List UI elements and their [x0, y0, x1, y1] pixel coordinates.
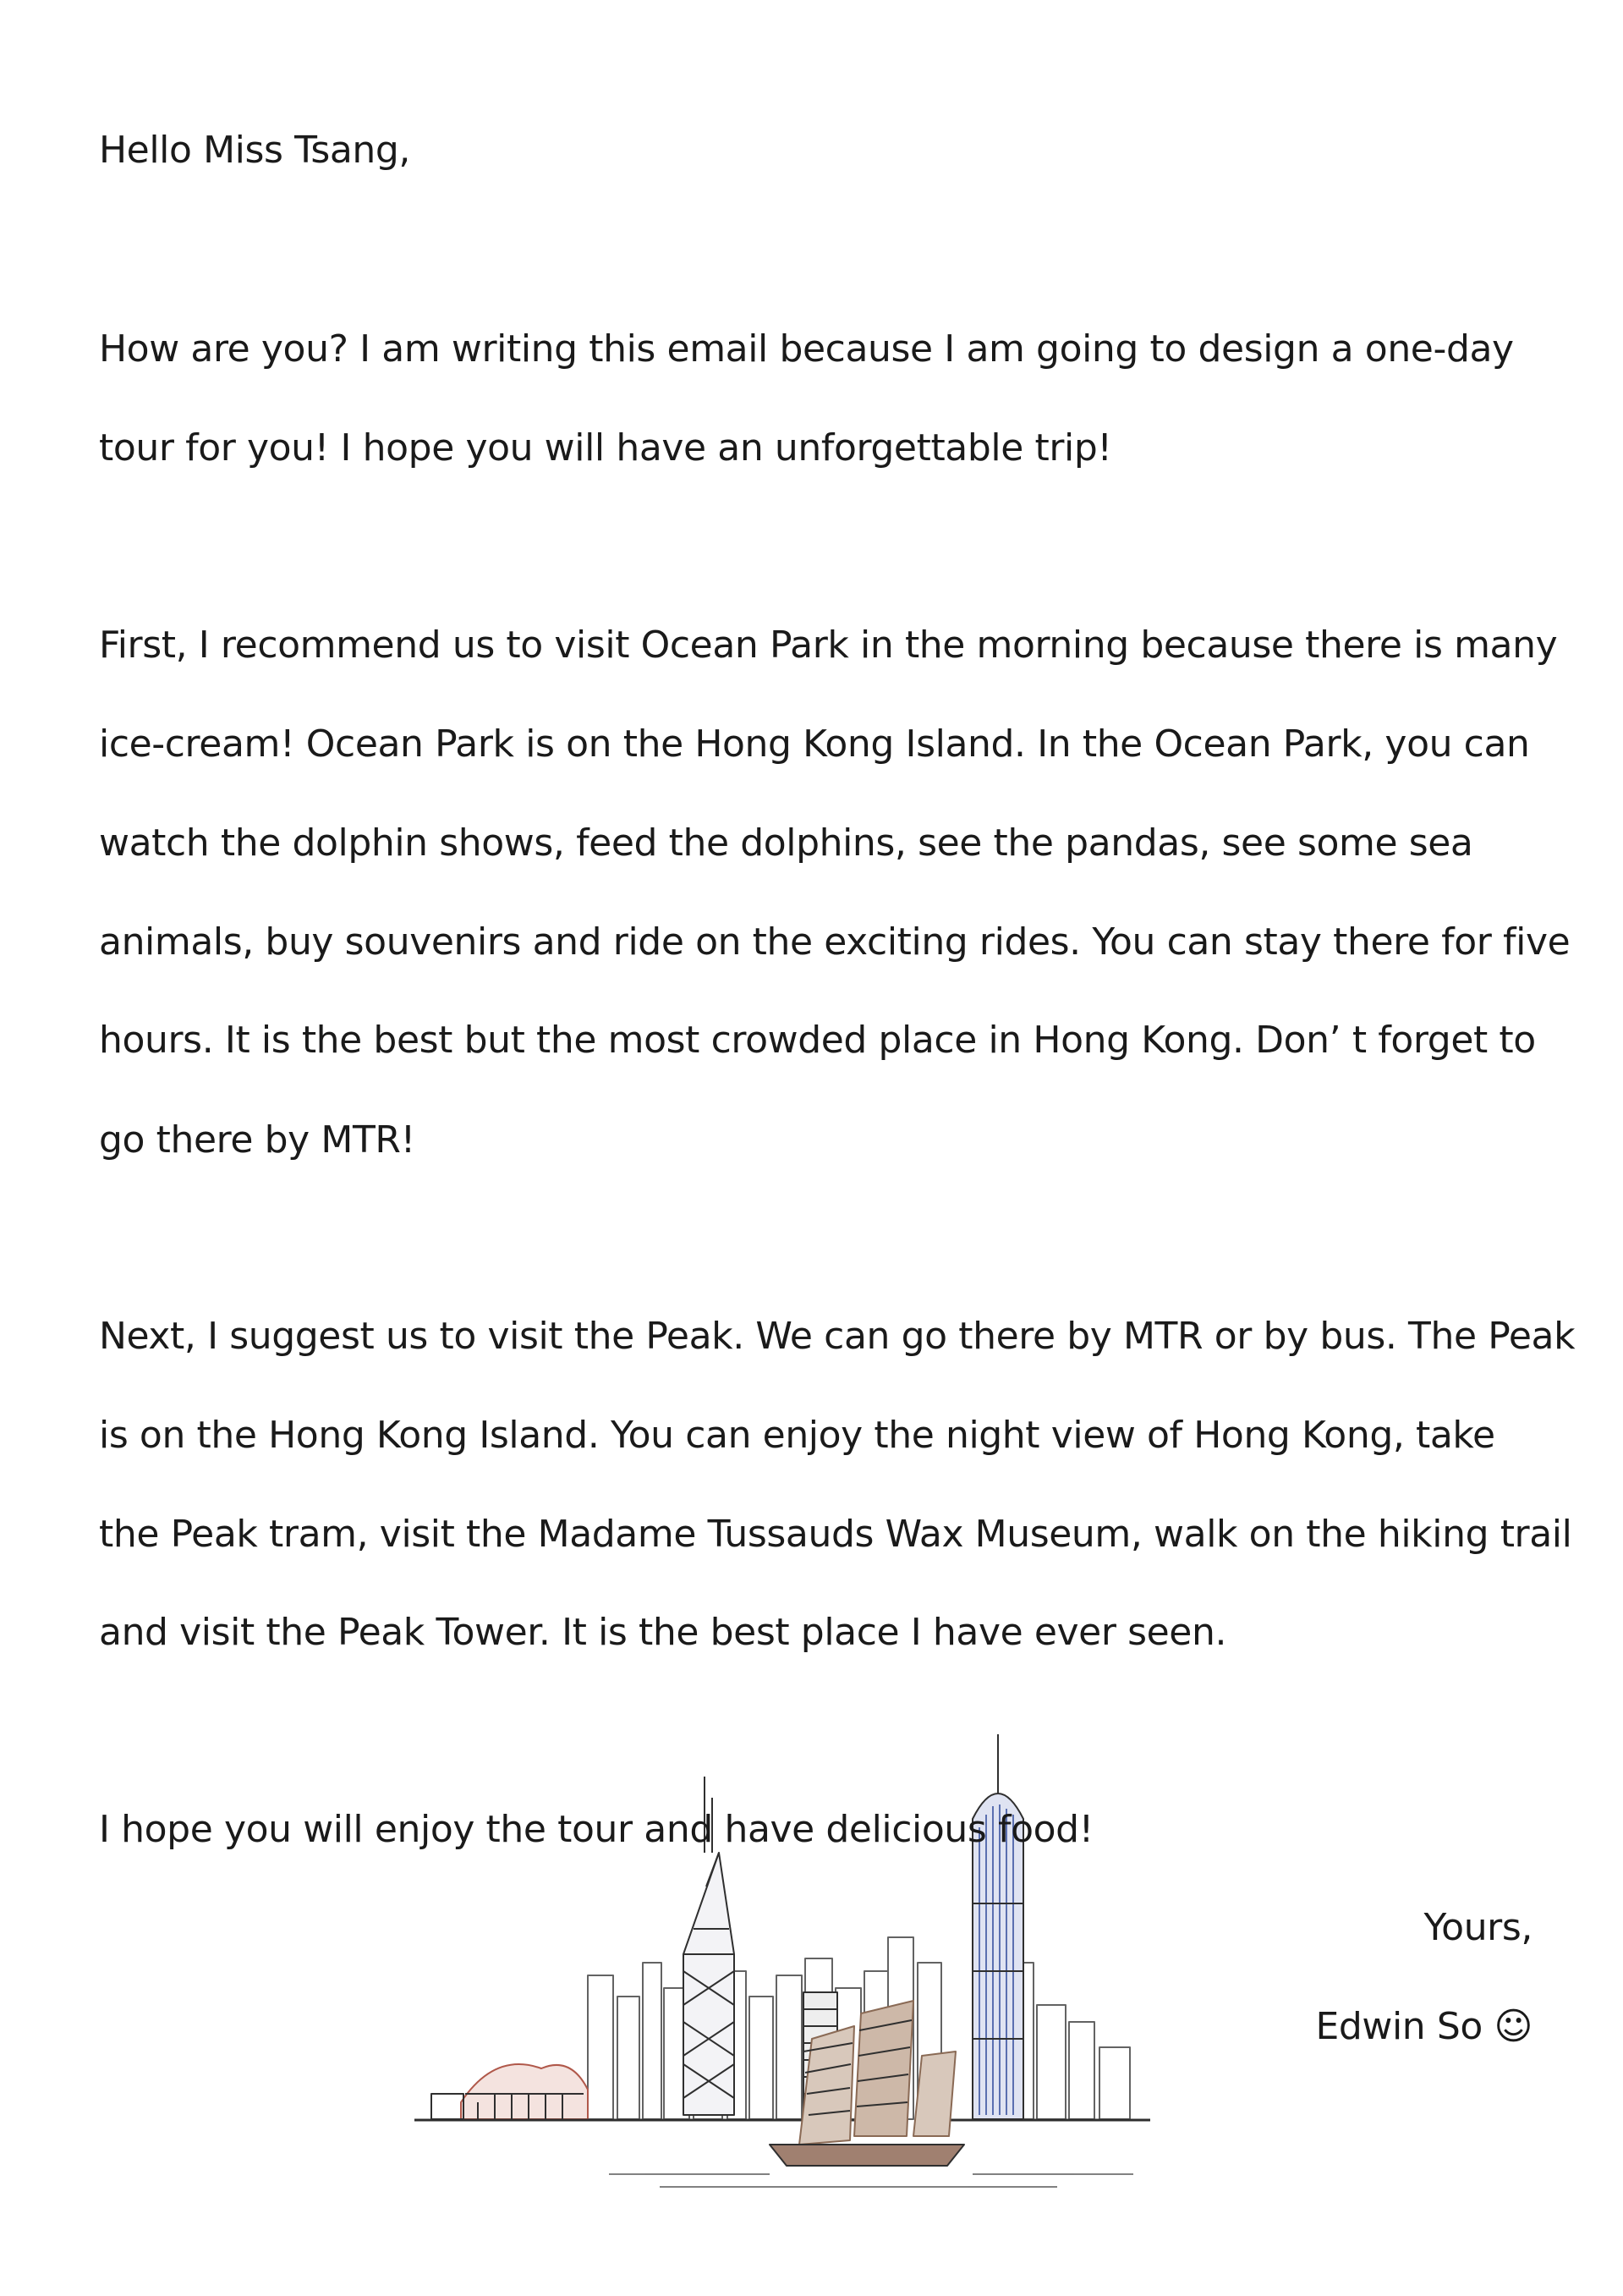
paragraph-2-line-6: go there by MTR! — [99, 1118, 415, 1162]
paragraph-2-line-1: First, I recommend us to visit Ocean Park in the morning because there is many — [99, 623, 1558, 667]
closing-line: I hope you will enjoy the tour and have delicious food! — [99, 1808, 1094, 1851]
sign-off: Yours, — [1423, 1906, 1533, 1949]
paragraph-3-line-4: and visit the Peak Tower. It is the best place I have ever seen. — [99, 1611, 1227, 1654]
junk-boat — [770, 2001, 964, 2166]
paragraph-2-line-5: hours. It is the best but the most crowded place in Hong Kong. Don’ t forget to — [99, 1019, 1536, 1062]
paragraph-3-line-1: Next, I suggest us to visit the Peak. We can go there by MTR or by bus. The Peak — [99, 1315, 1576, 1358]
paragraph-2-line-4: animals, buy souvenirs and ride on the exciting rides. You can stay there for five — [99, 920, 1571, 964]
paragraph-1-line-1: How are you? I am writing this email because I am going to design a one-day — [99, 327, 1514, 371]
greeting: Hello Miss Tsang, — [99, 129, 411, 172]
paragraph-3-line-2: is on the Hong Kong Island. You can enjoy the night view of Hong Kong, take — [99, 1414, 1495, 1457]
water-strokes — [609, 2174, 1133, 2187]
convention-centre — [431, 2064, 588, 2119]
paragraph-2-line-3: watch the dolphin shows, feed the dolphins, see the pandas, see some sea — [99, 821, 1473, 865]
hong-kong-skyline-illustration — [414, 1717, 1226, 2191]
ifc-tower — [973, 1734, 1023, 2119]
signature: Edwin So ☺ — [1315, 2005, 1533, 2048]
paragraph-1-line-2: tour for you! I hope you will have an unforgettable trip! — [99, 426, 1112, 470]
paragraph-2-line-2: ice-cream! Ocean Park is on the Hong Kong Island. In the Ocean Park, you can — [99, 722, 1530, 766]
paragraph-3-line-3: the Peak tram, visit the Madame Tussauds Wax Museum, walk on the hiking trail — [99, 1513, 1572, 1556]
